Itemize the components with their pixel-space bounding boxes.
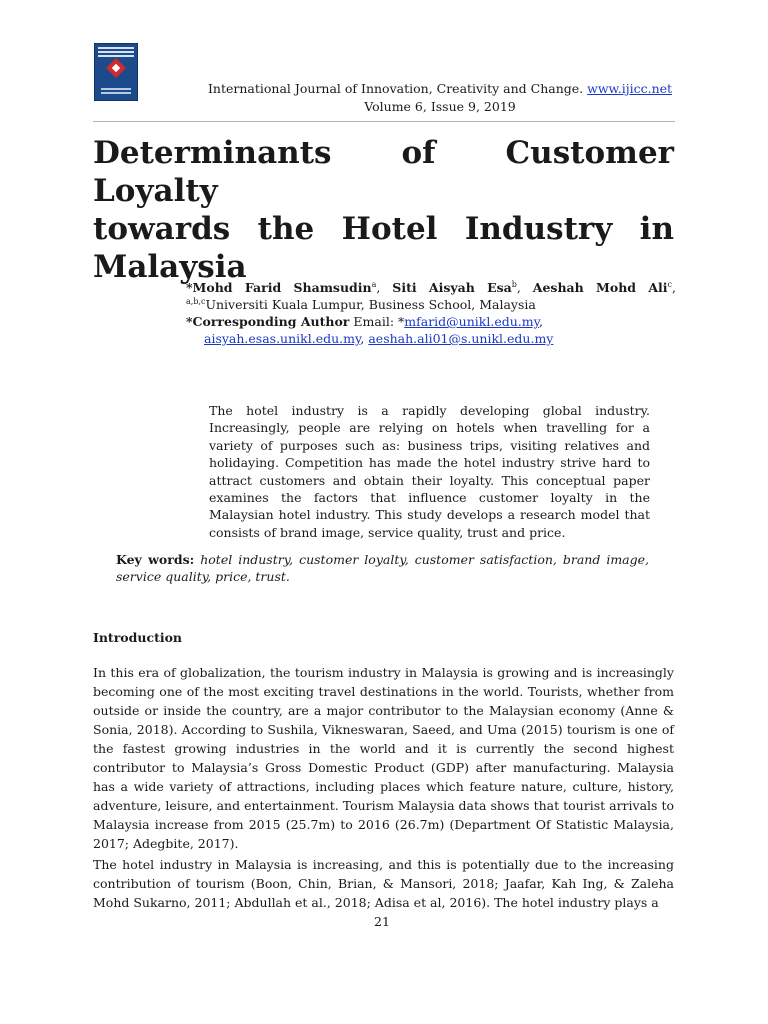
keywords-label: Key words: (116, 552, 195, 567)
logo-emblem (106, 58, 126, 78)
journal-line (140, 80, 740, 98)
abstract: The hotel industry is a rapidly developing global industry. Increasingly, people are relying on hotels when travelling for a variety of purposes such as: business trips, visiting relatives and holidaying. Competition has made the hotel industry strive hard to attract customers and obtain their loyalty. This conceptual paper examines the factors that influence customer loyalty in the Malaysian hotel industry. This study develops a research model that consists of brand image, service quality, trust and price. (209, 403, 650, 540)
header-divider (93, 121, 675, 122)
journal-cover-icon (94, 43, 138, 101)
author-name: Aeshah Mohd Ali (532, 280, 668, 295)
email-link[interactable]: mfarid@unikl.edu.my (404, 314, 539, 329)
logo-footer-lines (101, 86, 131, 94)
title-line: Determinants of Customer Loyalty (93, 135, 674, 209)
keywords (116, 551, 649, 586)
author-superscript: a (371, 279, 377, 289)
body-paragraph: In this era of globalization, the tourism industry in Malaysia is growing and is increasingly becoming one of the most exciting travel destinations in the world. Tourists, whether from outside or inside the country, are a major contributor to the Malaysian economy (Anne & Sonia, 2018). According to Sushila, Vikneswaran, Saeed, and Uma (2015) tourism is one of the fastest growing industries in the world and it is currently the second highest contributor to Malaysia’s Gross Domestic Product (GDP) after manufacturing. Malaysia has a wide variety of attractions, including places which feature nature, culture, history, adventure, leisure, and entertainment. Tourism Malaysia data shows that tourist arrivals to Malaysia increase from 2015 (25.7m) to 2016 (26.7m) (Department Of Statistic Malaysia, 2017; Adegbite, 2017). (93, 665, 674, 851)
corresponding-author-line: *Corresponding Author Email: *mfarid@unikl.edu.my, (186, 314, 543, 329)
author-superscript: b (511, 279, 517, 289)
author-list: *Mohd Farid Shamsudin$^a$, Siti Aisyah Esa$^b$, Aeshah Mohd Ali$^c$, (186, 279, 676, 295)
journal-name: International Journal of Innovation, Creativity and Change. (207, 81, 584, 96)
affiliation-text: Universiti Kuala Lumpur, Business School, Malaysia (205, 297, 536, 312)
journal-volume: Volume 6, Issue 9, 2019 (364, 99, 516, 114)
paper-title (93, 134, 674, 286)
author-name: Siti Aisyah Esa (392, 280, 512, 295)
journal-header (140, 80, 740, 116)
journal-url-link[interactable]: www.ijicc.net (587, 81, 673, 96)
title-line: Malaysia (93, 249, 247, 285)
author-block (186, 279, 676, 347)
page-number: 21 (374, 914, 390, 929)
author-superscript: c (667, 279, 672, 289)
email-label: Email: * (353, 314, 405, 329)
affiliation-superscript: a,b,c (186, 296, 206, 306)
author-name: *Mohd Farid Shamsudin (186, 280, 372, 295)
email-link[interactable]: aisyah.esas.unikl.edu.my (204, 331, 361, 346)
keywords-text: hotel industry, customer loyalty, customer satisfaction, brand image, service quality, price, trust. (116, 552, 649, 585)
affiliation (186, 296, 676, 313)
body-paragraph: The hotel industry in Malaysia is increasing, and this is potentially due to the increasing contribution of tourism (Boon, Chin, Brian, & Mansori, 2018; Jaafar, Kah Ing, & Zaleha Mohd Sukarno, 2011; Abdullah et al., 2018; Adisa et al, 2016). The hotel industry plays a (93, 857, 674, 910)
email-link[interactable]: aeshah.ali01@s.unikl.edu.my (368, 331, 554, 346)
logo-title-lines (98, 47, 134, 57)
corresponding-author-label: *Corresponding Author (186, 314, 350, 329)
email-line: aisyah.esas.unikl.edu.my, aeshah.ali01@s.unikl.edu.my (204, 331, 554, 346)
title-line: towards the Hotel Industry in (93, 211, 674, 247)
section-heading: Introduction (93, 630, 183, 645)
